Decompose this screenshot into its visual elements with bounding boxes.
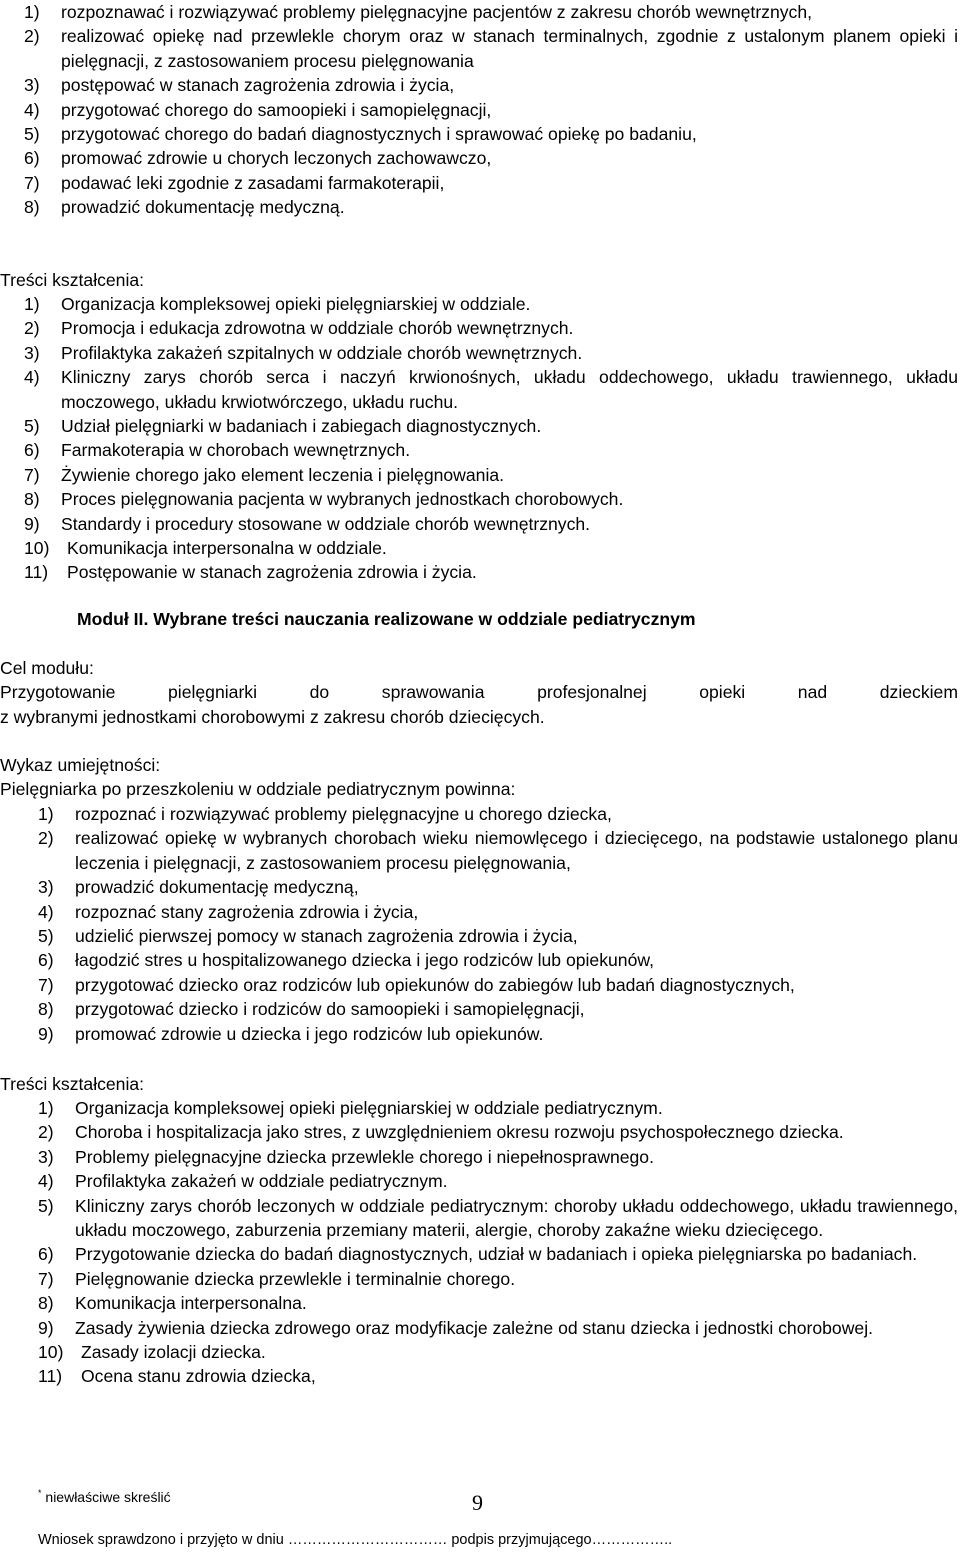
list-item-text: Kliniczny zarys chorób serca i naczyń krwionośnych, układu oddechowego, układu trawiennego, układu moczowego, układu krwiotwórczego, układu ruchu. [61,367,958,412]
list-item [0,1120,958,1144]
list-item-number: 1) [38,804,54,824]
list-item [0,122,958,146]
list-item [0,948,958,972]
list-item [0,487,958,511]
list-item-text: realizować opiekę nad przewlekle chorym oraz w stanach terminalnych, zgodnie z ustalonym planem opieki i pielęgnacji, z zastosowaniem procesu pielęgnowania [61,26,958,71]
skills-list-pediatric [0,802,960,1046]
list-item-number: 6) [24,440,40,461]
list-item-number: 5) [38,1195,54,1216]
list-item-text: Proces pielęgnowania pacjenta w wybranych jednostkach chorobowych. [61,489,624,510]
list-item [0,1242,958,1266]
list-item-text: promować zdrowie u dziecka i jego rodziców lub opiekunów. [75,1023,544,1044]
list-item-text: realizować opiekę w wybranych chorobach wieku niemowlęcego i dziecięcego, na podstawie ustalonego planu leczenia i pielęgnacji, z zastosowaniem procesu pielęgnowania, [75,828,958,873]
list-item-text: Żywienie chorego jako element leczenia i pielęgnowania. [61,464,505,485]
footnote-text: niewłaściwe skreślić [45,1489,171,1505]
list-item-text: prowadzić dokumentację medyczną. [61,197,345,218]
list-item-number: 5) [38,926,54,947]
list-item-text: Organizacja kompleksowej opieki pielęgniarskiej w oddziale pediatrycznym. [75,1098,663,1118]
list-item [0,1169,958,1193]
content-heading-pediatric: Treści kształcenia: [0,1074,145,1094]
list-item-number: 9) [38,1023,54,1044]
list-item [0,1096,958,1120]
goal-line-2: z wybranymi jednostkami chorobowymi z zakresu chorób dziecięcych. [0,707,545,727]
list-item-text: promować zdrowie u chorych leczonych zachowawczo, [61,148,492,169]
list-item-text: przygotować dziecko i rodziców do samoopieki i samopielęgnacji, [75,999,585,1020]
list-item-text: rozpoznać stany zagrożenia zdrowia i życia, [75,901,419,922]
list-item-number: 6) [24,148,40,169]
list-item-number: 1) [24,2,40,22]
list-item-text: Ocena stanu zdrowia dziecka, [81,1366,316,1387]
list-item [0,826,958,875]
list-item-number: 3) [38,877,54,898]
footnote [38,1488,960,1505]
list-item-text: Problemy pielęgnacyjne dziecka przewlekle chorego i niepełnosprawnego. [75,1146,654,1167]
list-item [0,1364,958,1388]
list-item-number: 2) [38,1122,54,1143]
list-item [0,997,958,1021]
list-item [0,1267,958,1291]
list-item [0,73,958,97]
list-item [0,1316,958,1340]
list-item-number: 10) [38,1342,64,1363]
list-item-number: 7) [24,172,40,193]
list-item-number: 11) [38,1366,63,1387]
list-item-text: Profilaktyka zakażeń w oddziale pediatrycznym. [75,1171,448,1192]
skills-intro: Pielęgniarka po przeszkoleniu w oddziale pediatrycznym powinna: [0,779,516,799]
list-item-number: 8) [38,1293,54,1314]
list-item-number: 4) [38,1171,54,1192]
list-item [0,98,958,122]
list-item-text: udzielić pierwszej pomocy w stanach zagrożenia zdrowia i życia, [75,926,578,947]
list-item [0,875,958,899]
list-item [0,292,958,316]
list-item [0,316,958,340]
list-item-text: Standardy i procedury stosowane w oddziale chorób wewnętrznych. [61,513,591,534]
skills-list-internal [0,0,960,220]
list-item-number: 2) [24,26,40,47]
list-item-number: 10) [24,538,50,559]
list-item-text: Komunikacja interpersonalna w oddziale. [67,538,387,559]
list-item [0,802,958,826]
list-item-number: 9) [24,513,40,534]
list-item-text: Profilaktyka zakażeń szpitalnych w oddziale chorób wewnętrznych. [61,342,583,363]
content-heading-internal: Treści kształcenia: [0,270,145,290]
skills-heading-pediatric: Wykaz umiejętności: [0,755,161,775]
content-list-pediatric [0,1096,960,1389]
goal-line-1: Przygotowanie pielęgniarki do sprawowania profesjonalnej opieki nad dzieckiem [0,682,958,702]
list-item [0,414,958,438]
list-item [0,1291,958,1315]
list-item-number: 2) [38,828,54,849]
list-item [0,973,958,997]
list-item-text: Postępowanie w stanach zagrożenia zdrowia i życia. [67,562,477,583]
list-item-number: 9) [38,1317,54,1338]
list-item-number: 11) [24,562,49,583]
list-item [0,1194,958,1243]
list-item-number: 5) [24,416,40,437]
list-item-text: podawać leki zgodnie z zasadami farmakoterapii, [61,172,445,193]
list-item-text: Zasady żywienia dziecka zdrowego oraz modyfikacje zależne od stanu dziecka i jednostki chorobowej. [75,1317,873,1338]
list-item [0,463,958,487]
list-item-text: Przygotowanie dziecka do badań diagnostycznych, udział w badaniach i opieka pielęgniarska po badaniach. [75,1244,918,1265]
list-item [0,1145,958,1169]
list-item-text: łagodzić stres u hospitalizowanego dziecka i jego rodziców lub opiekunów, [75,950,654,971]
list-item-number: 3) [38,1146,54,1167]
list-item [0,560,958,584]
list-item-number: 7) [38,974,54,995]
list-item-text: przygotować chorego do samoopieki i samopielęgnacji, [61,99,492,120]
list-item-number: 3) [24,75,40,96]
list-item [0,900,958,924]
list-item-number: 4) [24,99,40,120]
list-item-number: 7) [24,464,40,485]
list-item-text: Komunikacja interpersonalna. [75,1293,307,1314]
list-item [0,171,958,195]
footnote-mark: * [38,1488,42,1498]
list-item [0,365,958,414]
list-item [0,924,958,948]
list-item-text: Kliniczny zarys chorób leczonych w oddziale pediatrycznym: choroby układu oddechowego, układu trawiennego, układu moczowego, zaburzenia przemiany materii, alergie, choroby zakaźne wieku dziecięcego. [75,1195,958,1241]
list-item-text: przygotować chorego do badań diagnostycznych i sprawować opiekę po badaniu, [61,124,697,145]
list-item-text: przygotować dziecko oraz rodziców lub opiekunów do zabiegów lub badań diagnostycznych, [75,974,795,995]
list-item-number: 1) [24,294,40,314]
list-item-number: 6) [38,1244,54,1265]
list-item [0,536,958,560]
list-item-number: 1) [38,1098,54,1118]
list-item [0,1340,958,1364]
list-item-number: 2) [24,318,40,339]
footer-signature-line: Wniosek sprawdzono i przyjęto w dniu …………………………… podpis przyjmującego…………….. [38,1532,673,1548]
list-item-text: Udział pielęgniarki w badaniach i zabiegach diagnostycznych. [61,416,542,437]
list-item-number: 8) [24,489,40,510]
list-item-number: 3) [24,342,40,363]
list-item-text: Zasady izolacji dziecka. [81,1342,266,1363]
list-item [0,146,958,170]
module-title: Moduł II. Wybrane treści nauczania realizowane w oddziale pediatrycznym [77,609,696,629]
list-item-number: 8) [38,999,54,1020]
list-item-number: 7) [38,1268,54,1289]
list-item-text: prowadzić dokumentację medyczną, [75,877,359,898]
list-item-text: Organizacja kompleksowej opieki pielęgniarskiej w oddziale. [61,294,531,314]
page-number: 9 [472,1490,483,1515]
list-item [0,341,958,365]
list-item-text: Choroba i hospitalizacja jako stres, z uwzględnieniem okresu rozwoju psychospołecznego dziecka. [75,1122,844,1143]
goal-heading: Cel modułu: [0,658,94,678]
list-item-text: rozpoznać i rozwiązywać problemy pielęgnacyjne u chorego dziecka, [75,804,612,824]
list-item [0,512,958,536]
list-item [0,1022,958,1046]
list-item-text: rozpoznawać i rozwiązywać problemy pielęgnacyjne pacjentów z zakresu chorób wewnętrznych, [61,2,813,22]
list-item-text: Farmakoterapia w chorobach wewnętrznych. [61,440,411,461]
list-item-text: Pielęgnowanie dziecka przewlekle i terminalnie chorego. [75,1268,516,1289]
list-item [0,195,958,219]
list-item-number: 4) [24,367,40,388]
list-item-text: Promocja i edukacja zdrowotna w oddziale chorób wewnętrznych. [61,318,574,339]
list-item-text: postępować w stanach zagrożenia zdrowia i życia, [61,75,455,96]
content-list-internal [0,292,960,585]
list-item [0,24,958,73]
list-item-number: 8) [24,197,40,218]
list-item [0,438,958,462]
list-item-number: 5) [24,124,40,145]
list-item-number: 6) [38,950,54,971]
list-item-number: 4) [38,901,54,922]
list-item [0,0,958,24]
